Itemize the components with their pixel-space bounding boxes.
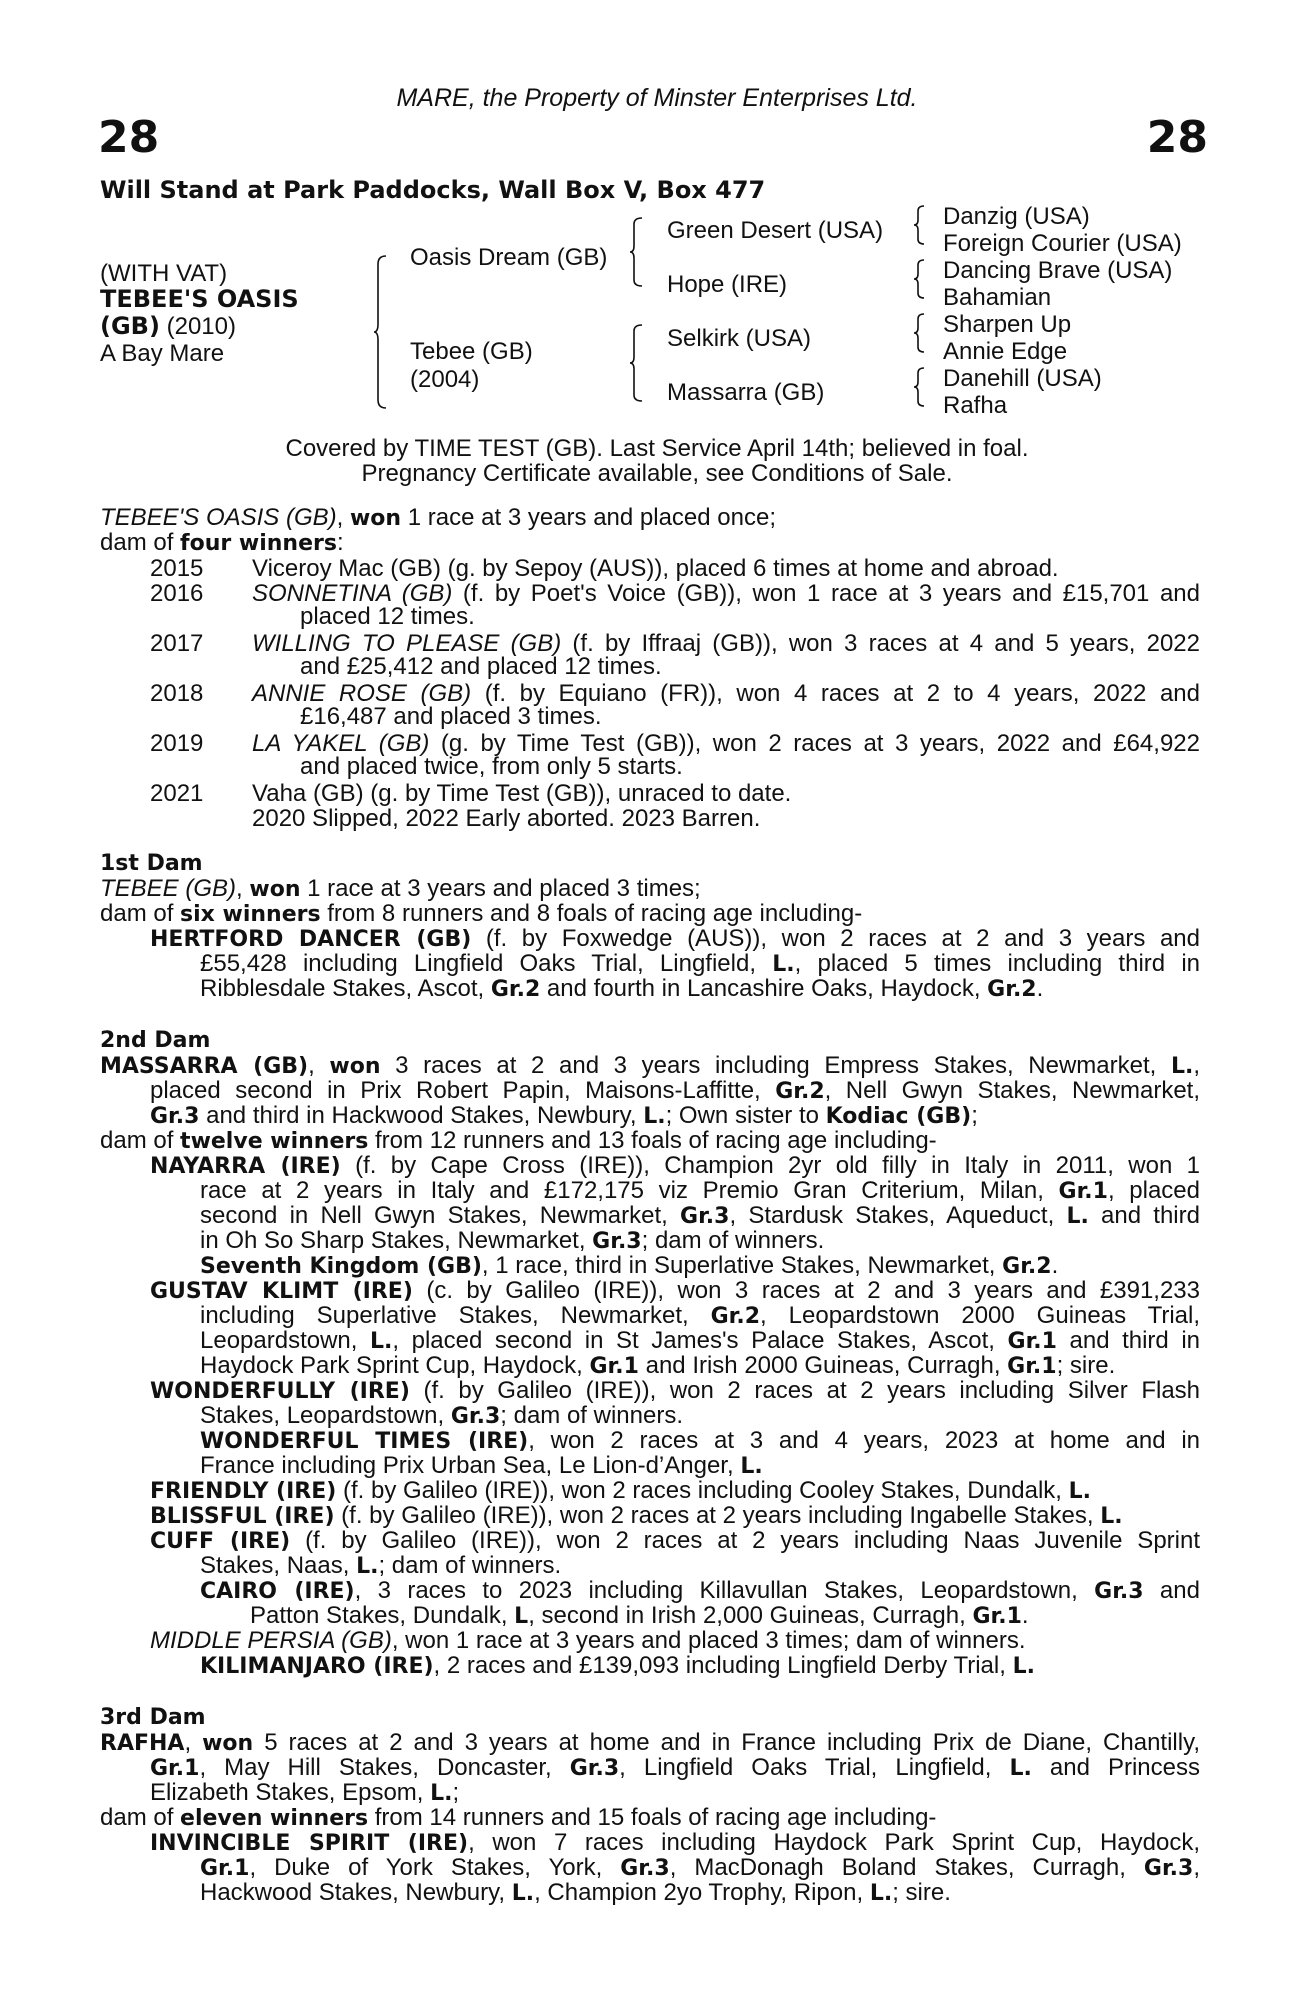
pregnancy-note: Pregnancy Certificate available, see Conditions of Sale. <box>361 460 953 487</box>
winner-name: WONDERFULLY (IRE) <box>150 1379 410 1404</box>
text: , Leopardstown 2000 Guineas Trial, <box>760 1302 1201 1329</box>
text: (f. by Poet's Voice (GB)), won 1 race at 3 years and £15,701 and <box>452 580 1200 607</box>
winners-count: six winners <box>180 902 321 927</box>
produce-note: 2020 Slipped, 2022 Early aborted. 2023 Barren. <box>252 805 761 832</box>
text: from 14 runners and 15 foals of racing age including- <box>368 1804 937 1831</box>
grade-label: L. <box>643 1104 666 1129</box>
winner-offspring-record <box>200 1253 1058 1279</box>
text: (f. by Equiano (FR)), won 4 races at 2 to 4 years, 2022 and <box>471 680 1200 707</box>
text: placed second in Prix Robert Papin, Maisons-Laffitte, <box>150 1077 776 1104</box>
grade-label: Gr.1 <box>150 1756 200 1781</box>
pedigree-bracket-dam <box>630 323 644 403</box>
grade-label: L. <box>356 1554 379 1579</box>
grade-label: Gr.2 <box>987 977 1037 1002</box>
winner-name: HERTFORD DANCER (GB) <box>150 927 472 952</box>
grade-label: L. <box>511 1881 535 1906</box>
text: Leopardstown, <box>200 1327 370 1354</box>
grade-label: L <box>514 1604 529 1629</box>
winner-record-cont <box>200 976 1043 1002</box>
sire-name: Oasis Dream (GB) <box>410 244 608 271</box>
g3-ancestor-8: Rafha <box>943 392 1008 419</box>
text: , Champion 2yo Trophy, Ripon, <box>534 1879 870 1906</box>
text: dam of <box>100 1804 181 1831</box>
grade-label: L. <box>1012 1654 1035 1679</box>
winner-offspring-record <box>200 1653 1035 1679</box>
text: . <box>1051 1252 1059 1279</box>
produce-year: 2018 <box>150 680 204 707</box>
text: from 8 runners and 8 foals of racing age including- <box>320 900 863 927</box>
winners-count: four winners <box>180 531 337 556</box>
lot-number-right: 28 <box>1146 112 1208 163</box>
text: ; <box>452 1779 460 1806</box>
g3-ancestor-4: Bahamian <box>943 284 1052 311</box>
grade-label: Gr.1 <box>589 1354 639 1379</box>
text: and third <box>1088 1202 1200 1229</box>
g3-ancestor-1: Danzig (USA) <box>943 203 1090 230</box>
grade-label: Gr.2 <box>775 1079 825 1104</box>
grade-label: Gr.2 <box>710 1304 761 1329</box>
winner-name: KILIMANJARO (IRE) <box>200 1654 434 1679</box>
section-heading: 1st Dam <box>100 851 203 876</box>
dam-name: RAFHA <box>100 1731 185 1756</box>
sire-dam: Hope (IRE) <box>667 271 788 298</box>
winner-record <box>150 1830 1200 1856</box>
winner-name: MIDDLE PERSIA (GB) <box>150 1627 392 1654</box>
g3-ancestor-6: Annie Edge <box>943 338 1068 365</box>
winner-record-cont <box>200 1303 1200 1329</box>
text: and Princess <box>1031 1754 1200 1781</box>
text: Stakes, Leopardstown, <box>200 1402 451 1429</box>
text: and <box>1143 1577 1200 1604</box>
winner-name: WONDERFUL TIMES (IRE) <box>200 1429 529 1454</box>
produce-record-cont: and £25,412 and placed 12 times. <box>300 653 662 680</box>
grade-label: Gr.3 <box>569 1756 620 1781</box>
text: , won 7 races including Haydock Park Sprint Cup, Haydock, <box>468 1829 1200 1856</box>
produce-name: WILLING TO PLEASE (GB) <box>252 630 562 657</box>
dam-record <box>100 876 1200 902</box>
winner-record-cont <box>200 1453 763 1479</box>
pedigree-bracket-g1 <box>914 204 926 246</box>
horse-year: (2010) <box>159 313 236 340</box>
text: and third in Hackwood Stakes, Newbury, <box>199 1102 644 1129</box>
text: , May Hill Stakes, Doncaster, <box>199 1754 570 1781</box>
text: , Lingfield Oaks Trial, Lingfield, <box>619 1754 1010 1781</box>
text: Ribblesdale Stakes, Ascot, <box>200 975 491 1002</box>
text: Haydock Park Sprint Cup, Haydock, <box>200 1352 590 1379</box>
grade-label: Gr.3 <box>1094 1579 1144 1604</box>
text: and fourth in Lancashire Oaks, Haydock, <box>540 975 988 1002</box>
text: , 1 race, third in Superlative Stakes, Newmarket, <box>481 1252 1003 1279</box>
produce-name: SONNETINA (GB) <box>252 580 453 607</box>
text: and third in <box>1056 1327 1201 1354</box>
pedigree-bracket-main <box>374 254 388 410</box>
grade-label: Gr.3 <box>680 1204 730 1229</box>
dam-name: Tebee (GB) <box>410 338 533 365</box>
text: , Duke of York Stakes, York, <box>249 1854 621 1881</box>
grade-label: L. <box>1009 1756 1032 1781</box>
lot-number-left: 28 <box>98 112 160 163</box>
text: , placed 5 times including third in <box>794 950 1200 977</box>
grade-label: L. <box>1100 1504 1123 1529</box>
grade-label: Gr.3 <box>592 1229 642 1254</box>
dam-produce-summary <box>100 901 1200 927</box>
winner-record <box>150 926 1200 952</box>
winner-record-cont <box>200 1553 561 1579</box>
winner-record <box>150 1503 1123 1529</box>
dam-record <box>100 1053 1200 1079</box>
produce-record-cont: placed 12 times. <box>300 603 475 630</box>
text: , MacDonagh Boland Stakes, Curragh, <box>669 1854 1144 1881</box>
text: (f. by Foxwedge (AUS)), won 2 races at 2 and 3 years and <box>471 925 1200 952</box>
text: (f. by Galileo (IRE)), won 2 races at 2 years including Naas Juvenile Sprint <box>290 1527 1201 1554</box>
grade-label: Gr.1 <box>1007 1329 1057 1354</box>
winner-record-cont <box>200 1203 1200 1229</box>
text: 1 race at 3 years and placed once; <box>401 504 776 531</box>
grade-label: Gr.1 <box>972 1604 1022 1629</box>
grade-label: Gr.3 <box>620 1856 670 1881</box>
winner-record-cont <box>200 1403 683 1429</box>
stand-line: Will Stand at Park Paddocks, Wall Box V, Box 477 <box>100 176 766 204</box>
text: , 2 races and £139,093 including Lingfield Derby Trial, <box>433 1652 1013 1679</box>
text: , Nell Gwyn Stakes, Newmarket, <box>824 1077 1200 1104</box>
horse-origin-year <box>100 312 236 341</box>
produce-record: Vaha (GB) (g. by Time Test (GB)), unraced to date. <box>252 780 792 807</box>
produce-name: ANNIE ROSE (GB) <box>252 680 472 707</box>
text: from 12 runners and 13 foals of racing age including- <box>368 1127 937 1154</box>
horse-name: TEBEE'S OASIS <box>100 285 299 313</box>
winner-record-cont <box>200 1353 1115 1379</box>
produce-year: 2017 <box>150 630 204 657</box>
grade-label: Gr.3 <box>150 1104 200 1129</box>
winner-name: FRIENDLY (IRE) <box>150 1479 337 1504</box>
pedigree-bracket-g2 <box>914 258 926 300</box>
produce-name: LA YAKEL (GB) <box>252 730 430 757</box>
winner-record <box>150 1628 1025 1653</box>
text: (f. by Cape Cross (IRE)), Champion 2yr old filly in Italy in 2011, won 1 <box>340 1152 1200 1179</box>
text: (c. by Galileo (IRE)), won 3 races at 2 and 3 years and £391,233 <box>412 1277 1201 1304</box>
text: and Irish 2000 Guineas, Curragh, <box>638 1352 1008 1379</box>
winner-record <box>150 1278 1200 1304</box>
winner-record-cont <box>250 1603 1029 1629</box>
text: 5 races at 2 and 3 years at home and in France including Prix de Diane, Chantilly, <box>253 1729 1200 1756</box>
text: 3 races at 2 and 3 years including Empress Stakes, Newmarket, <box>380 1052 1171 1079</box>
grade-label: Gr.2 <box>1002 1254 1052 1279</box>
text: £55,428 including Lingfield Oaks Trial, Lingfield, <box>200 950 773 977</box>
horse-country: (GB) <box>100 312 160 340</box>
dam-record-cont <box>150 1103 978 1129</box>
text: ; dam of winners. <box>500 1402 684 1429</box>
g3-ancestor-2: Foreign Courier (USA) <box>943 230 1182 257</box>
text: , <box>1193 1052 1200 1079</box>
text: , <box>308 1052 330 1079</box>
winner-record <box>150 1528 1200 1554</box>
covered-note: Covered by TIME TEST (GB). Last Service April 14th; believed in foal. <box>285 435 1029 462</box>
text: in Oh So Sharp Stakes, Newmarket, <box>200 1227 593 1254</box>
mare-record <box>100 505 1200 531</box>
text: France including Prix Urban Sea, Le Lion-d’Anger, <box>200 1452 741 1479</box>
text: . <box>1036 975 1044 1002</box>
winner-record <box>150 1153 1200 1179</box>
winners-count: twelve winners <box>180 1129 369 1154</box>
dam-dam: Massarra (GB) <box>667 379 825 406</box>
text: Stakes, Naas, <box>200 1552 357 1579</box>
winner-name: Seventh Kingdom (GB) <box>200 1254 482 1279</box>
text: Patton Stakes, Dundalk, <box>250 1602 515 1629</box>
grade-label: Gr.1 <box>200 1856 250 1881</box>
dam-year: (2004) <box>410 366 480 393</box>
winner-offspring-record <box>200 1578 1200 1604</box>
pedigree-bracket-g3 <box>914 312 926 354</box>
winner-name: CUFF (IRE) <box>150 1529 291 1554</box>
text: dam of <box>100 1127 181 1154</box>
text: Elizabeth Stakes, Epsom, <box>150 1779 431 1806</box>
text: second in Nell Gwyn Stakes, Newmarket, <box>200 1202 681 1229</box>
pedigree-bracket-sire <box>630 216 644 288</box>
winner-record-cont <box>200 1328 1200 1354</box>
grade-label: L. <box>1170 1054 1194 1079</box>
dam-produce-summary <box>100 1805 936 1831</box>
dam-record-cont <box>150 1755 1200 1781</box>
g3-ancestor-5: Sharpen Up <box>943 311 1072 338</box>
winner-offspring-record <box>200 1428 1200 1454</box>
text: (f. by Iffraaj (GB)), won 3 races at 4 and 5 years, 2022 <box>561 630 1200 657</box>
text: 1 race at 3 years and placed 3 times; <box>300 875 701 902</box>
sire-sire: Green Desert (USA) <box>667 217 884 244</box>
dam-record <box>100 1730 1200 1756</box>
dam-name: TEBEE (GB) <box>100 875 237 902</box>
pedigree-bracket-g4 <box>914 366 926 408</box>
text: ; Own sister to <box>665 1102 826 1129</box>
produce-year: 2019 <box>150 730 204 757</box>
text: ; sire. <box>1056 1352 1116 1379</box>
grade-label: Gr.3 <box>450 1404 501 1429</box>
sibling-name: Kodiac (GB) <box>825 1104 972 1129</box>
text: : <box>336 529 344 556</box>
grade-label: L. <box>370 1329 393 1354</box>
grade-label: L. <box>1066 1204 1089 1229</box>
text: , won 2 races at 3 and 4 years, 2023 at home and in <box>528 1427 1201 1454</box>
text: , <box>184 1729 203 1756</box>
text: , won 1 race at 3 years and placed 3 times; dam of winners. <box>391 1627 1026 1654</box>
winner-record-cont <box>200 1855 1200 1881</box>
text: ; <box>971 1102 978 1129</box>
produce-year: 2016 <box>150 580 204 607</box>
won-label: won <box>349 506 402 531</box>
grade-label: Gr.2 <box>490 977 541 1002</box>
winner-record <box>150 1378 1200 1404</box>
winner-name: BLISSFUL (IRE) <box>150 1504 335 1529</box>
grade-label: L. <box>740 1454 763 1479</box>
text: (f. by Galileo (IRE)), won 2 races at 2 years including Ingabelle Stakes, <box>334 1502 1101 1529</box>
winner-record-cont <box>200 951 1200 977</box>
winner-record-cont <box>200 1178 1200 1204</box>
dam-name: MASSARRA (GB) <box>100 1054 309 1079</box>
dam-record-cont <box>150 1078 1200 1104</box>
section-heading: 2nd Dam <box>100 1028 211 1053</box>
text: , placed <box>1107 1177 1200 1204</box>
text: (f. by Galileo (IRE)), won 2 races including Cooley Stakes, Dundalk, <box>336 1477 1069 1504</box>
text: dam of <box>100 900 181 927</box>
grade-label: Gr.1 <box>1007 1354 1057 1379</box>
dam-record-cont <box>150 1780 459 1806</box>
text: , 3 races to 2023 including Killavullan Stakes, Leopardstown, <box>354 1577 1095 1604</box>
horse-description: A Bay Mare <box>100 340 225 367</box>
text: . <box>1021 1602 1029 1629</box>
text: ; dam of winners. <box>378 1552 562 1579</box>
grade-label: L. <box>772 952 795 977</box>
text: , <box>1193 1854 1200 1881</box>
text: race at 2 years in Italy and £172,175 viz Premio Gran Criterium, Milan, <box>200 1177 1059 1204</box>
text: , placed second in St James's Palace Stakes, Ascot, <box>392 1327 1008 1354</box>
winner-record <box>150 1478 1091 1504</box>
winner-name: CAIRO (IRE) <box>200 1579 355 1604</box>
g3-ancestor-3: Dancing Brave (USA) <box>943 257 1173 284</box>
winner-name: NAYARRA (IRE) <box>150 1154 341 1179</box>
grade-label: L. <box>430 1781 453 1806</box>
vendor-header: MARE, the Property of Minster Enterprises Ltd. <box>396 84 918 112</box>
mare-produce-summary <box>100 530 1200 556</box>
won-label: won <box>202 1731 254 1756</box>
winners-count: eleven winners <box>180 1806 369 1831</box>
produce-record: Viceroy Mac (GB) (g. by Sepoy (AUS)), placed 6 times at home and abroad. <box>252 555 1059 582</box>
won-label: won <box>249 877 301 902</box>
text: dam of <box>100 529 181 556</box>
produce-year: 2015 <box>150 555 204 582</box>
vat-note: (WITH VAT) <box>100 260 228 287</box>
section-heading: 3rd Dam <box>100 1705 206 1730</box>
text: (f. by Galileo (IRE)), won 2 races at 2 years including Silver Flash <box>409 1377 1201 1404</box>
text: including Superlative Stakes, Newmarket, <box>200 1302 711 1329</box>
text: , <box>236 875 250 902</box>
produce-record-cont: and placed twice, from only 5 starts. <box>300 753 683 780</box>
winner-name: INVINCIBLE SPIRIT (IRE) <box>150 1831 469 1856</box>
produce-year: 2021 <box>150 780 204 807</box>
text: , <box>336 504 350 531</box>
winner-record-cont <box>200 1880 951 1906</box>
grade-label: Gr.1 <box>1058 1179 1108 1204</box>
text: ; dam of winners. <box>641 1227 825 1254</box>
grade-label: L. <box>869 1881 893 1906</box>
dam-sire: Selkirk (USA) <box>667 325 812 352</box>
winner-record-cont <box>200 1228 824 1254</box>
grade-label: L. <box>1068 1479 1092 1504</box>
g3-ancestor-7: Danehill (USA) <box>943 365 1102 392</box>
mare-name: TEBEE'S OASIS (GB) <box>100 504 337 531</box>
dam-produce-summary <box>100 1128 937 1154</box>
grade-label: Gr.3 <box>1143 1856 1194 1881</box>
text: , Stardusk Stakes, Aqueduct, <box>729 1202 1067 1229</box>
text: ; sire. <box>892 1879 951 1906</box>
produce-record-cont: £16,487 and placed 3 times. <box>300 703 602 730</box>
winner-name: GUSTAV KLIMT (IRE) <box>150 1279 413 1304</box>
text: Hackwood Stakes, Newbury, <box>200 1879 512 1906</box>
won-label: won <box>329 1054 381 1079</box>
text: , second in Irish 2,000 Guineas, Curragh, <box>528 1602 973 1629</box>
text: (g. by Time Test (GB)), won 2 races at 3 years, 2022 and £64,922 <box>429 730 1200 757</box>
